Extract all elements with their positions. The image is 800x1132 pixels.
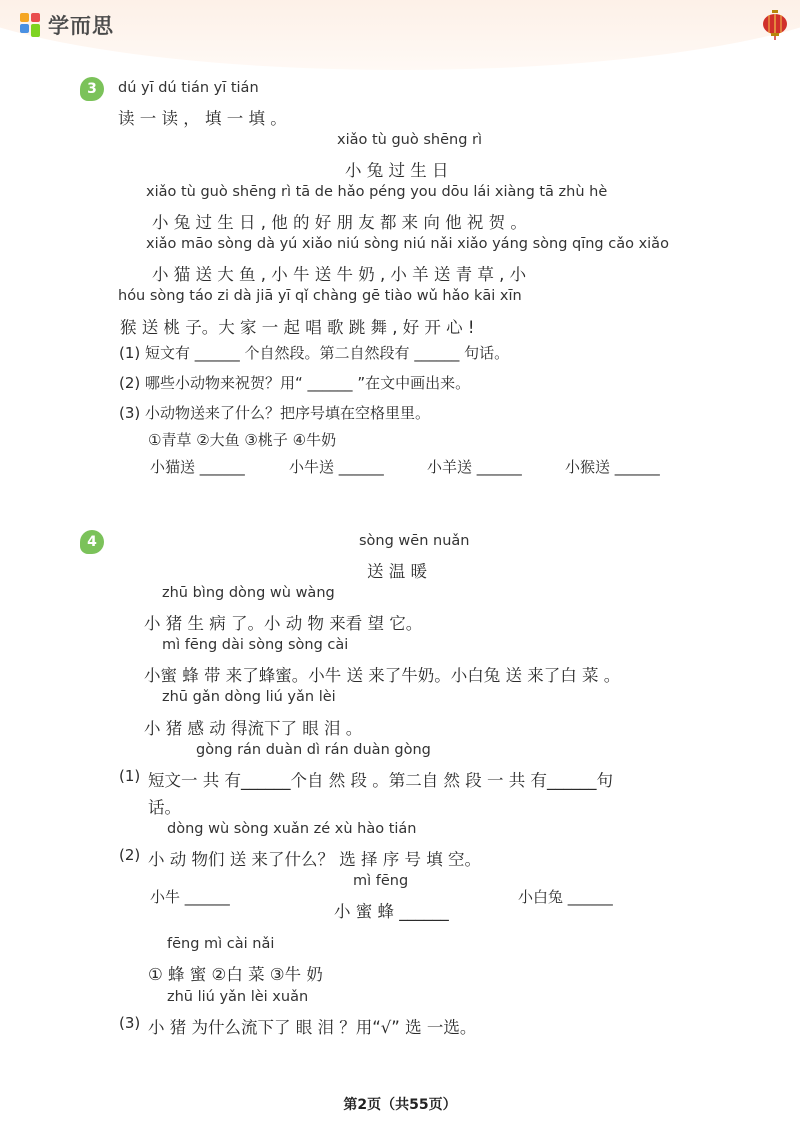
page-number: 第2页（共55页）	[343, 1097, 457, 1113]
answer-blank-cat: 小猫送 ______	[150, 458, 245, 476]
passage-3-text-line-2: 小 猫 送 大 鱼 , 小 牛 送 牛 奶 , 小 羊 送 青 草 , 小	[152, 265, 527, 284]
answer-blank-lamb: 小羊送 ______	[427, 458, 522, 476]
question-4-2-pinyin: dòng wù sòng xuǎn zé xù hào tián	[167, 821, 417, 837]
section-4-title: 送 温 暖	[367, 562, 427, 581]
question-3-1: (1) 短文有 ______ 个自然段。第二自然段有 ______ 句话。	[119, 344, 510, 362]
answer-blank-monkey: 小猴送 ______	[565, 458, 660, 476]
passage-4-pinyin-line-2: mì fēng dài sòng sòng cài	[162, 637, 349, 653]
question-4-1-label: (1)	[119, 767, 141, 785]
question-4-2-options: ① 蜂 蜜 ②白 菜 ③牛 奶	[148, 965, 323, 984]
passage-3-text-line-1: 小 兔 过 生 日 , 他 的 好 朋 友 都 来 向 他 祝 贺 。	[152, 213, 527, 232]
section-3-instruction: 读 一 读 ， 填 一 填 。	[118, 109, 287, 128]
passage-3-pinyin-line-2: xiǎo māo sòng dà yú xiǎo niú sòng niú nǎi xiǎo yáng sòng qīng cǎo xiǎo	[146, 236, 669, 252]
section-3-badge: 3	[80, 77, 104, 101]
question-4-1-text-cont: 话。	[148, 798, 181, 817]
header-band	[0, 0, 800, 78]
question-4-2-label: (2)	[119, 846, 141, 864]
question-4-2-options-pinyin: fēng mì cài nǎi	[167, 936, 275, 952]
question-3-3-options: ①青草 ②大鱼 ③桃子 ④牛奶	[148, 431, 337, 449]
header-arc-decoration	[0, 0, 800, 70]
question-3-2: (2) 哪些小动物来祝贺？用“ ______ ”在文中画出来。	[119, 374, 471, 392]
section-3-instruction-pinyin: dú yī dú tián yī tián	[118, 80, 259, 96]
lantern-icon	[762, 10, 788, 44]
brand-logo	[20, 10, 114, 40]
passage-4-pinyin-line-1: zhū bìng dòng wù wàng	[162, 585, 335, 601]
answer-blank-calf-4: 小牛 ______	[150, 888, 230, 906]
section-3-title-pinyin: xiǎo tù guò shēng rì	[337, 132, 482, 148]
question-3-3: (3) 小动物送来了什么？把序号填在空格里里。	[119, 404, 431, 422]
section-4-badge: 4	[80, 530, 104, 554]
section-3-title: 小 兔 过 生 日	[345, 161, 449, 180]
section-4-title-pinyin: sòng wēn nuǎn	[359, 533, 470, 549]
passage-4-text-line-1: 小 猪 生 病 了。小 动 物 来看 望 它。	[144, 614, 423, 633]
passage-4-pinyin-line-3: zhū gǎn dòng liú yǎn lèi	[162, 689, 336, 705]
passage-3-pinyin-line-1: xiǎo tù guò shēng rì tā de hǎo péng you dōu lái xiàng tā zhù hè	[146, 184, 608, 200]
question-4-3-label: (3)	[119, 1014, 141, 1032]
answer-blank-rabbit: 小白兔 ______	[518, 888, 613, 906]
question-4-3-pinyin: zhū liú yǎn lèi xuǎn	[167, 989, 309, 1005]
passage-3-text-line-3: 猴 送 桃 子。大 家 一 起 唱 歌 跳 舞 , 好 开 心 !	[120, 318, 475, 337]
question-4-3-text: 小 猪 为什么流下了 眼 泪 ？用“√” 选 一选。	[148, 1018, 477, 1037]
answer-blank-bee-pinyin: mì fēng	[353, 873, 409, 889]
answer-blank-calf: 小牛送 ______	[289, 458, 384, 476]
question-4-2-text: 小 动 物们 送 来了什么？ 选 择 序 号 填 空。	[148, 850, 481, 869]
logo-icon	[20, 13, 44, 37]
passage-3-pinyin-line-3: hóu sòng táo zi dà jiā yī qǐ chàng gē tiào wǔ hǎo kāi xīn	[118, 288, 522, 304]
question-4-1-text: 短文一 共 有______个自 然 段 。第二自 然 段 一 共 有______句	[148, 771, 613, 790]
question-4-1-pinyin: gòng rán duàn dì rán duàn gòng	[196, 742, 431, 758]
logo-text: 学而思	[48, 14, 114, 38]
answer-blank-bee: 小 蜜 蜂 ______	[334, 902, 449, 921]
passage-4-text-line-3: 小 猪 感 动 得流下了 眼 泪 。	[144, 719, 363, 738]
passage-4-text-line-2: 小蜜 蜂 带 来了蜂蜜。小牛 送 来了牛奶。小白兔 送 来了白 菜 。	[144, 666, 621, 685]
